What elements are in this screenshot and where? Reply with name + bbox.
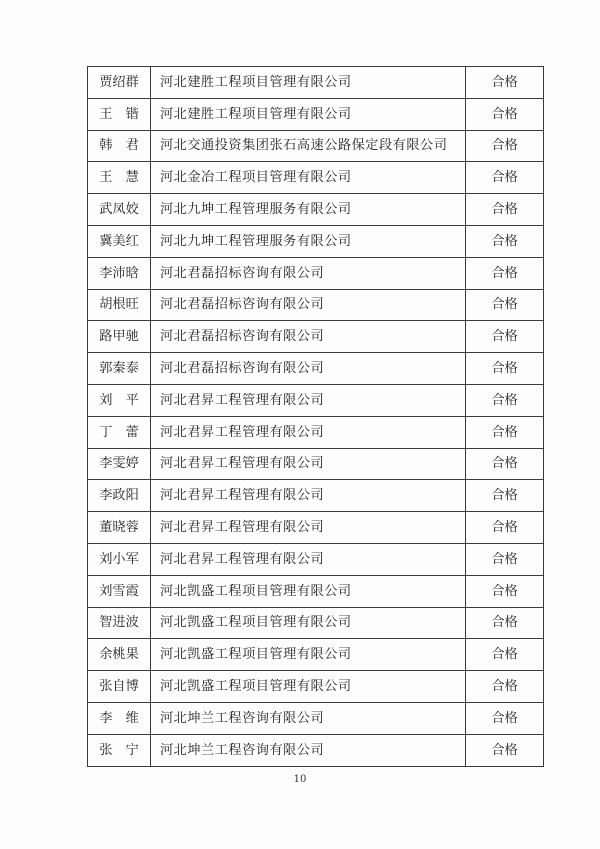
table-row [88, 162, 544, 194]
result-cell: 合格 [466, 384, 544, 416]
table-row [88, 257, 544, 289]
name-cell: 李 维 [88, 702, 151, 734]
company-cell: 河北君昇工程管理有限公司 [151, 543, 466, 575]
result-cell: 合格 [466, 639, 544, 671]
result-cell: 合格 [466, 671, 544, 703]
result-cell: 合格 [466, 67, 544, 99]
company-cell: 河北凯盛工程项目管理有限公司 [151, 671, 466, 703]
roster-table [87, 66, 544, 767]
name-cell: 贾绍群 [88, 67, 151, 99]
result-cell: 合格 [466, 162, 544, 194]
table-row [88, 607, 544, 639]
table-row [88, 480, 544, 512]
name-cell: 刘雪霞 [88, 575, 151, 607]
company-cell: 河北坤兰工程咨询有限公司 [151, 734, 466, 766]
table-row [88, 98, 544, 130]
result-cell: 合格 [466, 130, 544, 162]
result-cell: 合格 [466, 289, 544, 321]
name-cell: 刘小军 [88, 543, 151, 575]
result-cell: 合格 [466, 702, 544, 734]
result-cell: 合格 [466, 194, 544, 226]
company-cell: 河北君磊招标咨询有限公司 [151, 257, 466, 289]
company-cell: 河北九坤工程管理服务有限公司 [151, 194, 466, 226]
result-cell: 合格 [466, 448, 544, 480]
table-row [88, 321, 544, 353]
company-cell: 河北君昇工程管理有限公司 [151, 512, 466, 544]
name-cell: 智进波 [88, 607, 151, 639]
company-cell: 河北交通投资集团张石高速公路保定段有限公司 [151, 130, 466, 162]
company-cell: 河北凯盛工程项目管理有限公司 [151, 639, 466, 671]
result-cell: 合格 [466, 607, 544, 639]
company-cell: 河北君磊招标咨询有限公司 [151, 289, 466, 321]
result-cell: 合格 [466, 353, 544, 385]
table-row [88, 639, 544, 671]
company-cell: 河北九坤工程管理服务有限公司 [151, 225, 466, 257]
name-cell: 郭秦泰 [88, 353, 151, 385]
table-row [88, 448, 544, 480]
company-cell: 河北金冶工程项目管理有限公司 [151, 162, 466, 194]
result-cell: 合格 [466, 734, 544, 766]
company-cell: 河北君昇工程管理有限公司 [151, 480, 466, 512]
name-cell: 王 慧 [88, 162, 151, 194]
company-cell: 河北君昇工程管理有限公司 [151, 416, 466, 448]
result-cell: 合格 [466, 225, 544, 257]
company-cell: 河北凯盛工程项目管理有限公司 [151, 607, 466, 639]
table-row [88, 67, 544, 99]
name-cell: 张自博 [88, 671, 151, 703]
name-cell: 韩 君 [88, 130, 151, 162]
company-cell: 河北君昇工程管理有限公司 [151, 448, 466, 480]
result-cell: 合格 [466, 543, 544, 575]
name-cell: 董晓蓉 [88, 512, 151, 544]
name-cell: 李政阳 [88, 480, 151, 512]
name-cell: 张 宁 [88, 734, 151, 766]
table-row [88, 353, 544, 385]
result-cell: 合格 [466, 480, 544, 512]
company-cell: 河北凯盛工程项目管理有限公司 [151, 575, 466, 607]
table-row [88, 384, 544, 416]
table-row [88, 512, 544, 544]
company-cell: 河北君昇工程管理有限公司 [151, 384, 466, 416]
result-cell: 合格 [466, 575, 544, 607]
result-cell: 合格 [466, 257, 544, 289]
company-cell: 河北君磊招标咨询有限公司 [151, 321, 466, 353]
result-cell: 合格 [466, 512, 544, 544]
name-cell: 路甲驰 [88, 321, 151, 353]
roster-table-body [88, 67, 544, 767]
result-cell: 合格 [466, 321, 544, 353]
result-cell: 合格 [466, 98, 544, 130]
table-row [88, 671, 544, 703]
company-cell: 河北君磊招标咨询有限公司 [151, 353, 466, 385]
name-cell: 李沛晗 [88, 257, 151, 289]
name-cell: 胡根旺 [88, 289, 151, 321]
table-row [88, 543, 544, 575]
name-cell: 李雯婷 [88, 448, 151, 480]
company-cell: 河北建胜工程项目管理有限公司 [151, 67, 466, 99]
table-row [88, 702, 544, 734]
table-row [88, 289, 544, 321]
company-cell: 河北坤兰工程咨询有限公司 [151, 702, 466, 734]
result-cell: 合格 [466, 416, 544, 448]
table-row [88, 734, 544, 766]
table-row [88, 416, 544, 448]
name-cell: 刘 平 [88, 384, 151, 416]
table-row [88, 130, 544, 162]
name-cell: 丁 蕾 [88, 416, 151, 448]
company-cell: 河北建胜工程项目管理有限公司 [151, 98, 466, 130]
name-cell: 武凤姣 [88, 194, 151, 226]
table-row [88, 225, 544, 257]
name-cell: 余桃果 [88, 639, 151, 671]
name-cell: 冀美红 [88, 225, 151, 257]
name-cell: 王 锴 [88, 98, 151, 130]
table-row [88, 194, 544, 226]
table-row [88, 575, 544, 607]
page-number: 10 [293, 774, 307, 785]
